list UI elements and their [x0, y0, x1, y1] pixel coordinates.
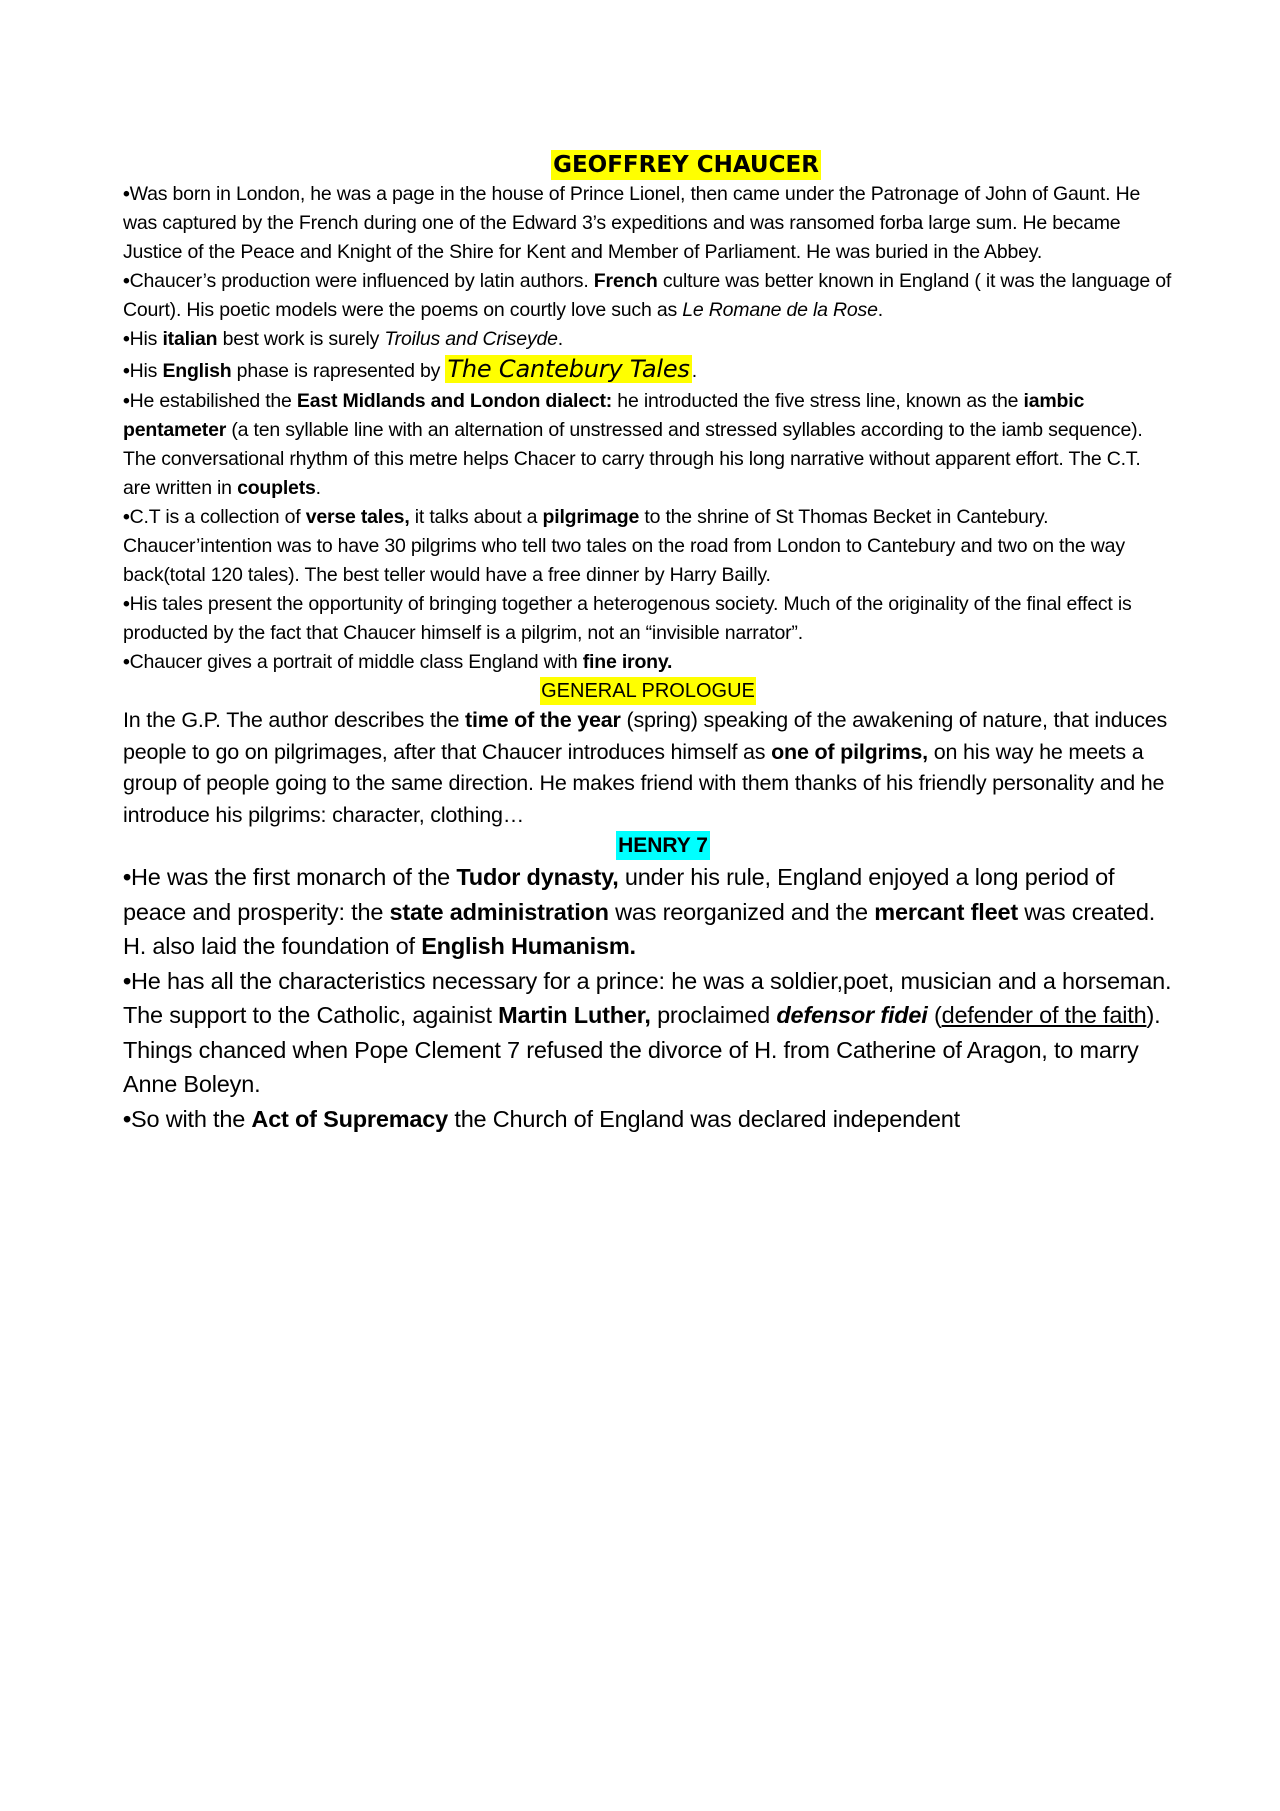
bold-text: verse tales,: [305, 506, 410, 528]
text: His: [129, 360, 163, 382]
bullet: •: [123, 1105, 132, 1132]
text: culture was better known in England ( it was the language of Court). His poetic models were the poems on courtly love such as: [123, 270, 1172, 321]
bullet: •: [123, 593, 130, 615]
chaucer-paragraph-8: [123, 648, 1173, 677]
text: phase is rapresented by: [231, 360, 446, 382]
chaucer-paragraph-6: [123, 503, 1173, 590]
text: His: [129, 328, 163, 350]
text: He was the first monarch of the: [131, 864, 457, 890]
text: ). Things chanced when Pope Clement 7 refused the divorce of H. from Catherine of Aragon, to marry Anne Boleyn.: [123, 1002, 1161, 1097]
text: (spring) speaking of the awakening of nature, that induces people to go on pilgrimages, after that Chaucer introduces himself as: [123, 708, 1168, 764]
bold-text: mercant fleet: [874, 898, 1018, 925]
chaucer-paragraph-5: [123, 387, 1173, 503]
chaucer-paragraph-1: [123, 180, 1173, 267]
bold-text: fine irony.: [582, 651, 673, 673]
text: C.T is a collection of: [129, 506, 306, 528]
bold-text: time of the year: [465, 708, 621, 732]
henry-paragraph-2: [123, 964, 1173, 1102]
text: .: [315, 477, 321, 499]
prologue-heading: [123, 677, 1173, 705]
text: .: [691, 360, 697, 382]
text: was created. H. also laid the foundation of: [123, 898, 1156, 959]
text: Chaucer’s production were influenced by latin authors.: [129, 270, 594, 292]
bold-text: Tudor dynasty,: [456, 864, 619, 890]
bullet: •: [123, 864, 132, 890]
chaucer-paragraph-3: [123, 325, 1173, 354]
chaucer-title: GEOFFREY CHAUCER: [553, 152, 819, 178]
text: proclaimed: [650, 1002, 777, 1028]
text: Was born in London, he was a page in the house of Prince Lionel, then came under the Patronage of John of Gaunt. He was captured by the French during one of the Edward 3’s expeditions and was ransomed forba large sum. He became Justice of the Peace and Knight of the Shire for Kent and Member of Parliament. He was buried in the Abbey.: [123, 183, 1141, 263]
bold-text: Martin Luther,: [498, 1002, 651, 1028]
text: (: [927, 1002, 942, 1028]
text: he introducted the five stress line, known as the: [612, 390, 1024, 412]
bold-text: French: [593, 270, 658, 292]
text: it talks about a: [409, 506, 543, 528]
prologue-title: GENERAL PROLOGUE: [540, 677, 756, 705]
bold-text: English Humanism.: [421, 933, 636, 959]
bullet: •: [123, 506, 130, 528]
text: So with the: [131, 1105, 252, 1132]
italic-title: Troilus and Criseyde: [384, 328, 558, 350]
bullet: •: [123, 967, 132, 994]
bold-text: couplets: [237, 477, 316, 499]
text: the Church of England was declared independent: [448, 1105, 960, 1132]
henry-paragraph-1: [123, 860, 1173, 964]
chaucer-heading: [123, 150, 1173, 180]
text: Chaucer gives a portrait of middle class England with: [129, 651, 583, 673]
henry-heading: [123, 831, 1173, 860]
text: In the G.P. The author describes the: [123, 708, 465, 732]
bullet: •: [123, 360, 130, 382]
bullet: •: [123, 183, 130, 205]
bold-italic-text: defensor fidei: [776, 1002, 928, 1028]
bold-text: East Midlands and London dialect:: [296, 390, 613, 412]
henry-paragraph-3: [123, 1102, 1173, 1137]
chaucer-paragraph-7: [123, 590, 1173, 648]
bullet: •: [123, 651, 130, 673]
bold-text: iambic pentameter: [123, 390, 1085, 441]
bold-text: Act of Supremacy: [251, 1105, 449, 1132]
text: His tales present the opportunity of bringing together a heterogenous society. Much of the originality of the final effect is producted by the fact that Chaucer himself is a pilgrim, not an “invisible narrator”.: [123, 593, 1132, 644]
highlighted-title: The Cantebury Tales: [447, 355, 690, 383]
chaucer-paragraph-2: [123, 267, 1173, 325]
bold-text: state administration: [389, 898, 609, 925]
text: .: [557, 328, 564, 350]
text: .: [877, 299, 883, 321]
bold-text: pilgrimage: [542, 506, 640, 528]
bullet: •: [123, 328, 130, 350]
henry-title: HENRY 7: [616, 831, 710, 860]
bold-text: English: [162, 360, 232, 382]
text: best work is surely: [217, 328, 385, 350]
text: (a ten syllable line with an alternation of unstressed and stressed syllables according to the iamb sequence). The conversational rhythm of this metre helps Chacer to carry through his long narrative without apparent effort. The C.T. are written in: [123, 419, 1143, 499]
bold-text: one of pilgrims,: [771, 739, 928, 764]
text: to the shrine of St Thomas Becket in Cantebury. Chaucer’intention was to have 30 pilgrims who tell two tales on the road from London to Cantebury and two on the way back(total 120 tales). The best teller would have a free dinner by Harry Bailly.: [123, 506, 1125, 586]
bold-text: italian: [162, 328, 218, 350]
text: on his way he meets a group of people going to the same direction. He makes friend with them thanks of his friendly personality and he introduce his pilgrims: character, clothing…: [123, 739, 1165, 827]
chaucer-paragraph-4: [123, 354, 1173, 387]
text: He has all the characteristics necessary for a prince: he was a soldier,poet, musician and a horseman. The support to the Catholic, againist: [123, 967, 1172, 1028]
text: under his rule, England enjoyed a long period of peace and prosperity: the: [123, 864, 1115, 925]
text: He estabilished the: [129, 390, 297, 412]
bullet: •: [123, 390, 130, 412]
document-page: [123, 150, 1173, 1136]
underlined-text: defender of the faith: [941, 1002, 1147, 1028]
bullet: •: [123, 270, 130, 292]
text: was reorganized and the: [608, 898, 875, 925]
italic-title: Le Romane de la Rose: [682, 299, 878, 321]
prologue-paragraph: [123, 705, 1173, 831]
